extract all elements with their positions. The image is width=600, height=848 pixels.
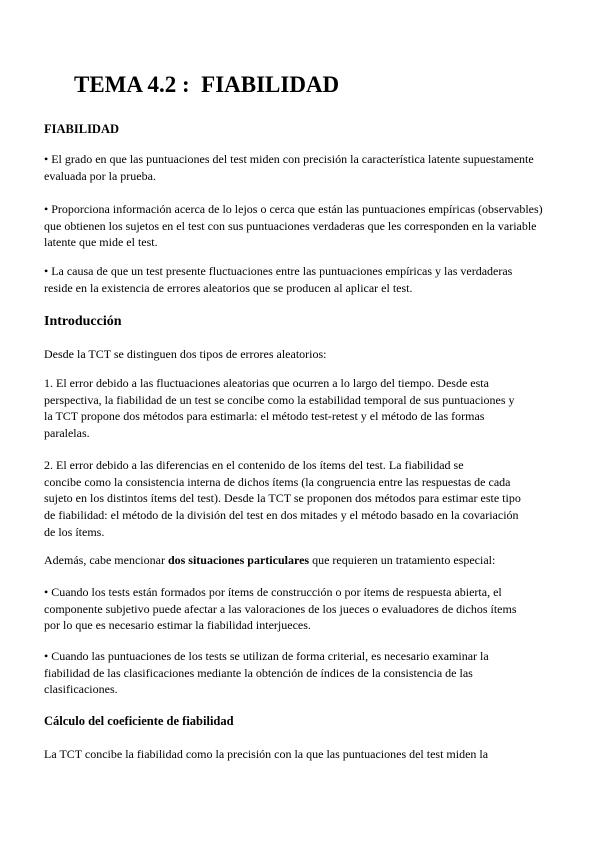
text-line: reside en la existencia de errores aleatorios que se producen al aplicar el test. bbox=[44, 280, 413, 295]
text-line: • Proporciona información acerca de lo lejos o cerca que están las puntuaciones empíricas (observables) bbox=[44, 202, 543, 216]
section-heading-calculo: Cálculo del coeficiente de fiabilidad bbox=[44, 714, 234, 728]
text-line: latente que mide el test. bbox=[44, 235, 158, 250]
numbered-paragraph bbox=[44, 375, 584, 442]
text-line: perspectiva, la fiabilidad de un test se concibe como la estabilidad temporal de sus puntuaciones y bbox=[44, 392, 515, 407]
bullet-paragraph bbox=[44, 201, 584, 251]
text-line: de los ítems. bbox=[44, 524, 105, 539]
text-line: 1. El error debido a las fluctuaciones aleatorias que ocurren a lo largo del tiempo. Desde esta bbox=[44, 376, 489, 390]
text-line: fiabilidad de las clasificaciones mediante la obtención de índices de la consistencia de las bbox=[44, 665, 473, 680]
text-line: clasificaciones. bbox=[44, 682, 118, 697]
numbered-paragraph bbox=[44, 457, 584, 541]
text-line: sujeto en los distintos ítems del test). Desde la TCT se proponen dos métodos para estimar este tipo bbox=[44, 491, 521, 506]
section-heading-fiabilidad: FIABILIDAD bbox=[44, 122, 120, 136]
paragraph bbox=[44, 552, 584, 569]
bullet-paragraph bbox=[44, 648, 584, 698]
bold-text-run: dos situaciones particulares bbox=[167, 553, 310, 567]
text-line: la TCT propone dos métodos para estimarla: el método test-retest y el método de las formas bbox=[44, 409, 485, 424]
text-line: La TCT concibe la fiabilidad como la precisión con la que las puntuaciones del test miden la bbox=[44, 747, 489, 761]
text-line: • La causa de que un test presente fluctuaciones entre las puntuaciones empíricas y las verdaderas bbox=[44, 264, 513, 278]
bullet-paragraph bbox=[44, 263, 584, 296]
text-line: componente subjetivo puede afectar a las valoraciones de los jueces o evaluadores de dichos ítems bbox=[44, 601, 517, 616]
bullet-paragraph bbox=[44, 151, 584, 184]
text-line: de fiabilidad: el método de la división del test en dos mitades y el método basado en la covariación bbox=[44, 508, 519, 523]
text-line: evaluada por la prueba. bbox=[44, 168, 156, 183]
text-line: que obtienen los sujetos en el test con sus puntuaciones verdaderas que les corresponden en la variable bbox=[44, 218, 537, 233]
page-title: TEMA 4.2 : FIABILIDAD bbox=[74, 72, 340, 97]
text-line: 2. El error debido a las diferencias en el contenido de los ítems del test. La fiabilidad se bbox=[44, 458, 464, 472]
section-heading-introduccion: Introducción bbox=[44, 314, 122, 329]
bullet-paragraph bbox=[44, 584, 584, 634]
text-line: • Cuando los tests están formados por ítems de construcción o por ítems de respuesta abierta, el bbox=[44, 585, 502, 599]
text-line: por lo que es necesario estimar la fiabilidad interjueces. bbox=[44, 618, 311, 633]
text-line: • El grado en que las puntuaciones del test miden con precisión la característica latente supuestamente bbox=[44, 152, 534, 166]
paragraph bbox=[44, 346, 584, 363]
text-line: concibe como la consistencia interna de dichos ítems (la congruencia entre las respuestas de cada bbox=[44, 474, 511, 489]
text-run: que requieren un tratamiento especial: bbox=[309, 553, 496, 567]
paragraph bbox=[44, 746, 584, 763]
text-line: • Cuando las puntuaciones de los tests se utilizan de forma criterial, es necesario examinar la bbox=[44, 649, 489, 663]
text-line: Desde la TCT se distinguen dos tipos de errores aleatorios: bbox=[44, 347, 327, 361]
text-run: Además, cabe mencionar bbox=[44, 553, 168, 567]
text-line: paralelas. bbox=[44, 426, 90, 441]
